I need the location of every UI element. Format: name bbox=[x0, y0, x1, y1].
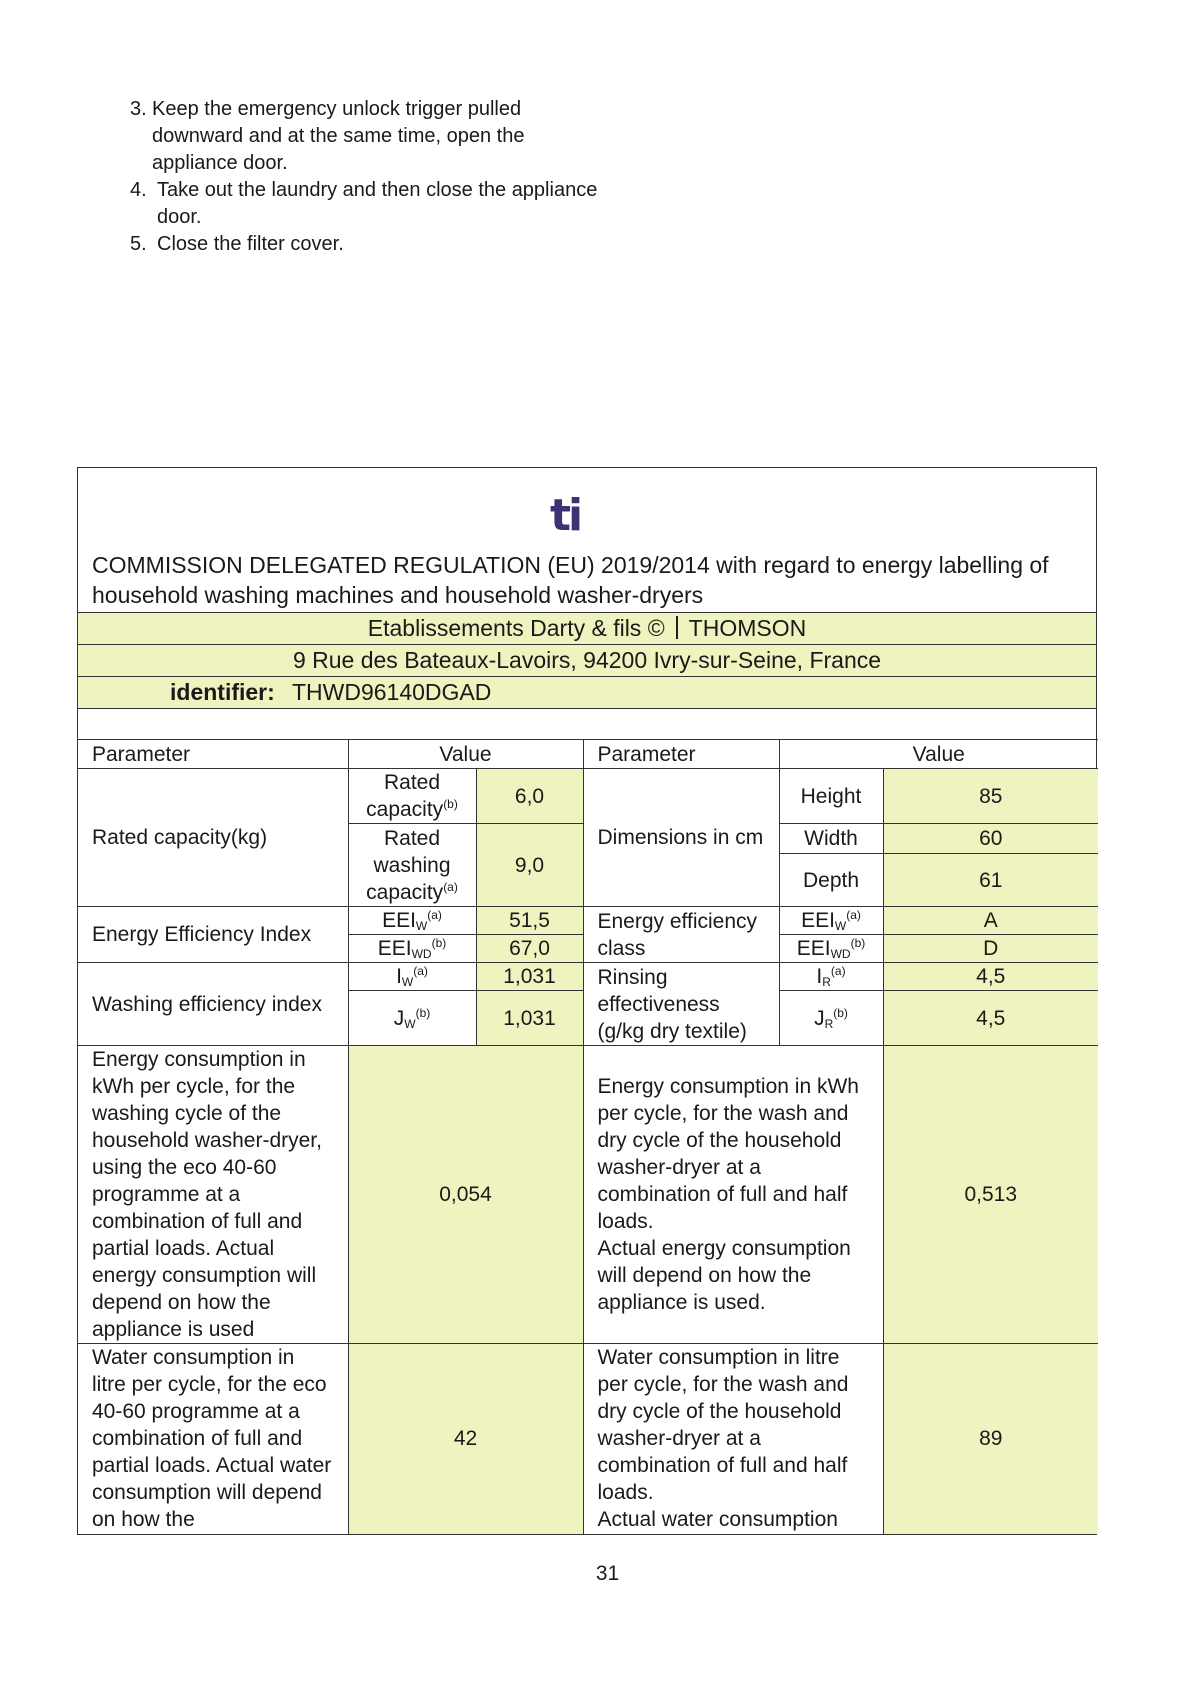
rated-capacity-value: 6,0 bbox=[476, 769, 583, 824]
separator-bar bbox=[676, 616, 678, 639]
rated-capacity-label: Rated capacity(kg) bbox=[78, 769, 348, 907]
table-header-row bbox=[78, 740, 1098, 769]
rated-washing-capacity-sublabel: Rated washing capacity$^{(a)}$ bbox=[348, 824, 476, 907]
jw-value: 1,031 bbox=[476, 991, 583, 1046]
regulation-title: COMMISSION DELEGATED REGULATION (EU) 2019/2014 with regard to energy labelling of household washing machines and household washer-dryers bbox=[92, 552, 1049, 608]
brand-name: THOMSON bbox=[688, 615, 807, 641]
water-consumption-washdry-note: Actual water consumption bbox=[597, 1508, 838, 1532]
step-text: Close the filter cover. bbox=[157, 233, 344, 255]
jr-value: 4,5 bbox=[883, 991, 1098, 1046]
depth-value: 61 bbox=[883, 854, 1098, 907]
step-text: Keep the emergency unlock trigger pulled downward and at the same time, open the appliance door. bbox=[152, 98, 525, 174]
energy-efficiency-index-label: Energy Efficiency Index bbox=[78, 907, 348, 963]
rated-washing-capacity-value: 9,0 bbox=[476, 824, 583, 907]
water-consumption-washdry-text: Water consumption in litre per cycle, for the wash and dry cycle of the household washer-dryer at a combination of full and half loads. bbox=[597, 1346, 849, 1505]
class-w-value: A bbox=[883, 907, 1098, 935]
identifier-band bbox=[78, 676, 1096, 708]
identifier-label: identifier: bbox=[170, 679, 275, 705]
instruction-steps bbox=[130, 96, 610, 258]
rated-capacity-sublabel: Rated capacity$^{(b)}$ bbox=[348, 769, 476, 824]
width-label: Width bbox=[779, 824, 883, 854]
energy-efficiency-class-label: Energy efficiency class bbox=[583, 907, 779, 963]
ir-symbol: $I_R^{(a)}$ bbox=[779, 963, 883, 991]
specification-table bbox=[78, 739, 1098, 1534]
table-row bbox=[78, 963, 1098, 991]
address-band bbox=[78, 644, 1096, 676]
eei-wd-value: 67,0 bbox=[476, 935, 583, 963]
water-consumption-washdry-value: 89 bbox=[883, 1344, 1098, 1534]
table-row bbox=[78, 769, 1098, 824]
header-parameter: Parameter bbox=[583, 740, 779, 769]
energy-consumption-washdry-label bbox=[583, 1046, 883, 1344]
dimensions-label: Dimensions in cm bbox=[583, 769, 779, 907]
width-value: 60 bbox=[883, 824, 1098, 854]
energy-consumption-wash-label: Energy consumption in kWh per cycle, for the washing cycle of the household washer-dryer, using the eco 40-60 programme at a combination of full and partial loads. Actual energy consumption will depend on how the appliance is used bbox=[78, 1046, 348, 1344]
eei-wd-symbol: $EEI_{WD}^{(b)}$ bbox=[348, 935, 476, 963]
step-text: Take out the laundry and then close the appliance door. bbox=[157, 179, 598, 228]
washing-efficiency-index-label: Washing efficiency index bbox=[78, 963, 348, 1046]
jr-symbol: $J_R^{(b)}$ bbox=[779, 991, 883, 1046]
height-value: 85 bbox=[883, 769, 1098, 824]
ir-value: 4,5 bbox=[883, 963, 1098, 991]
instruction-step-3 bbox=[130, 96, 610, 177]
class-wd-symbol: $EEI_{WD}^{(b)}$ bbox=[779, 935, 883, 963]
iw-symbol: $I_W^{(a)}$ bbox=[348, 963, 476, 991]
height-label: Height bbox=[779, 769, 883, 824]
brand-logo: ti bbox=[550, 490, 581, 541]
spacer-row bbox=[78, 708, 1096, 739]
iw-value: 1,031 bbox=[476, 963, 583, 991]
step-number: 3. bbox=[130, 98, 147, 120]
step-number: 5. bbox=[130, 233, 147, 255]
water-consumption-wash-label: Water consumption in litre per cycle, for the eco 40-60 programme at a combination of full and partial loads. Actual water consumption will depend on how the bbox=[78, 1344, 348, 1534]
identifier-value: THWD96140DGAD bbox=[292, 679, 492, 705]
depth-label: Depth bbox=[779, 854, 883, 907]
eei-w-value: 51,5 bbox=[476, 907, 583, 935]
energy-consumption-wash-value: 0,054 bbox=[348, 1046, 583, 1344]
header-value: Value bbox=[779, 740, 1098, 769]
eei-w-symbol: $EEI_W^{(a)}$ bbox=[348, 907, 476, 935]
table-row bbox=[78, 1046, 1098, 1344]
class-w-symbol: $EEI_W^{(a)}$ bbox=[779, 907, 883, 935]
energy-consumption-washdry-note: Actual energy consumption will depend on how the appliance is used. bbox=[597, 1237, 851, 1314]
header-value: Value bbox=[348, 740, 583, 769]
logo-area bbox=[78, 468, 1096, 546]
header-parameter: Parameter bbox=[78, 740, 348, 769]
instruction-step-4 bbox=[130, 177, 610, 231]
energy-consumption-washdry-text: Energy consumption in kWh per cycle, for the wash and dry cycle of the household washer-dryer at a combination of full and half loads. bbox=[597, 1075, 859, 1233]
product-information-sheet bbox=[77, 467, 1097, 1535]
supplier-band bbox=[78, 612, 1096, 644]
water-consumption-wash-value: 42 bbox=[348, 1344, 583, 1534]
supplier-name: Etablissements Darty & fils © bbox=[367, 615, 665, 641]
energy-consumption-washdry-value: 0,513 bbox=[883, 1046, 1098, 1344]
table-row bbox=[78, 907, 1098, 935]
page-number: 31 bbox=[595, 1562, 620, 1585]
step-number: 4. bbox=[130, 179, 147, 201]
jw-symbol: $J_W^{(b)}$ bbox=[348, 991, 476, 1046]
instruction-step-5 bbox=[130, 231, 610, 258]
supplier-address: 9 Rue des Bateaux-Lavoirs, 94200 Ivry-sur-Seine, France bbox=[292, 647, 882, 673]
water-consumption-washdry-label bbox=[583, 1344, 883, 1534]
class-wd-value: D bbox=[883, 935, 1098, 963]
table-row bbox=[78, 1344, 1098, 1534]
rinsing-effectiveness-label: Rinsing effectiveness (g/kg dry textile) bbox=[583, 963, 779, 1046]
